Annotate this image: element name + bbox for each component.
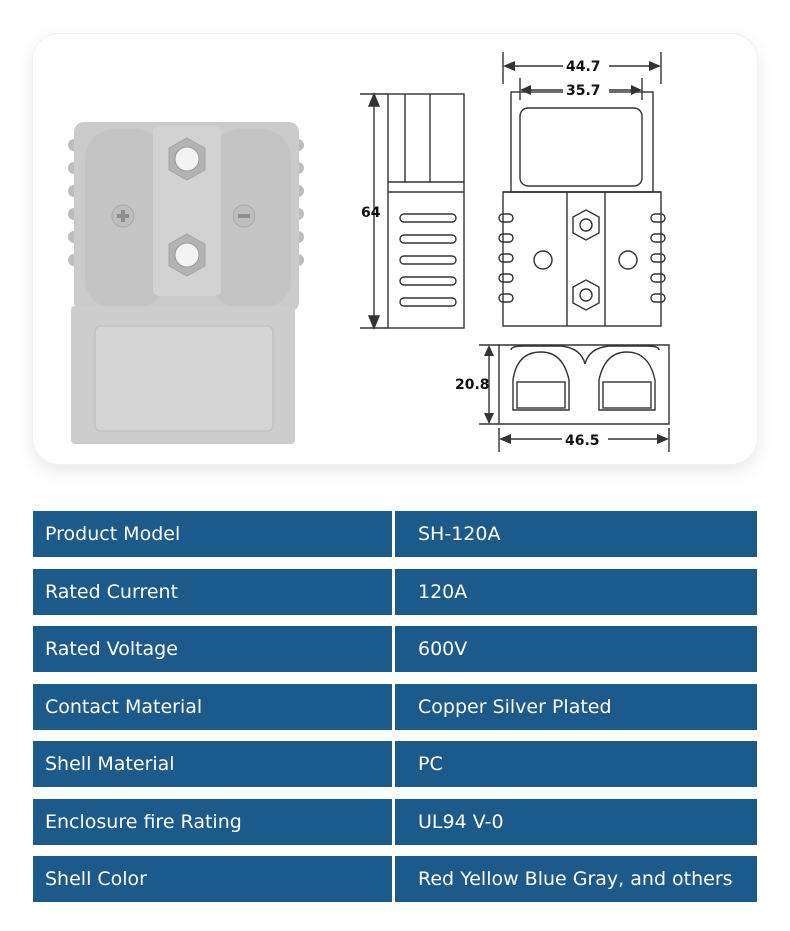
table-row <box>33 856 757 902</box>
dim-bottom-width: 46.5 <box>565 433 600 449</box>
spec-table <box>33 511 757 914</box>
table-row <box>33 626 757 672</box>
spec-label: Rated Current <box>33 569 392 615</box>
dim-depth: 20.8 <box>455 377 490 393</box>
product-card <box>33 34 757 464</box>
product-illustration <box>33 34 757 464</box>
spec-value: Copper Silver Plated <box>395 684 757 730</box>
spec-value: Red Yellow Blue Gray, and others <box>395 856 757 902</box>
dim-height: 64 <box>361 205 381 221</box>
table-row <box>33 799 757 845</box>
dim-width-inner: 35.7 <box>566 83 601 99</box>
table-row <box>33 569 757 615</box>
spec-value: UL94 V-0 <box>395 799 757 845</box>
spec-label: Shell Color <box>33 856 392 902</box>
spec-value: SH-120A <box>395 511 757 557</box>
spec-label: Rated Voltage <box>33 626 392 672</box>
spec-label: Shell Material <box>33 741 392 787</box>
spec-value: PC <box>395 741 757 787</box>
spec-label: Enclosure fire Rating <box>33 799 392 845</box>
dim-width-outer: 44.7 <box>566 59 601 75</box>
connector-photo <box>68 122 304 444</box>
bottom-dim-arrows <box>484 345 669 444</box>
table-row <box>33 741 757 787</box>
spec-value: 120A <box>395 569 757 615</box>
spec-value: 600V <box>395 626 757 672</box>
spec-label: Product Model <box>33 511 392 557</box>
table-row <box>33 684 757 730</box>
table-row <box>33 511 757 557</box>
spec-label: Contact Material <box>33 684 392 730</box>
